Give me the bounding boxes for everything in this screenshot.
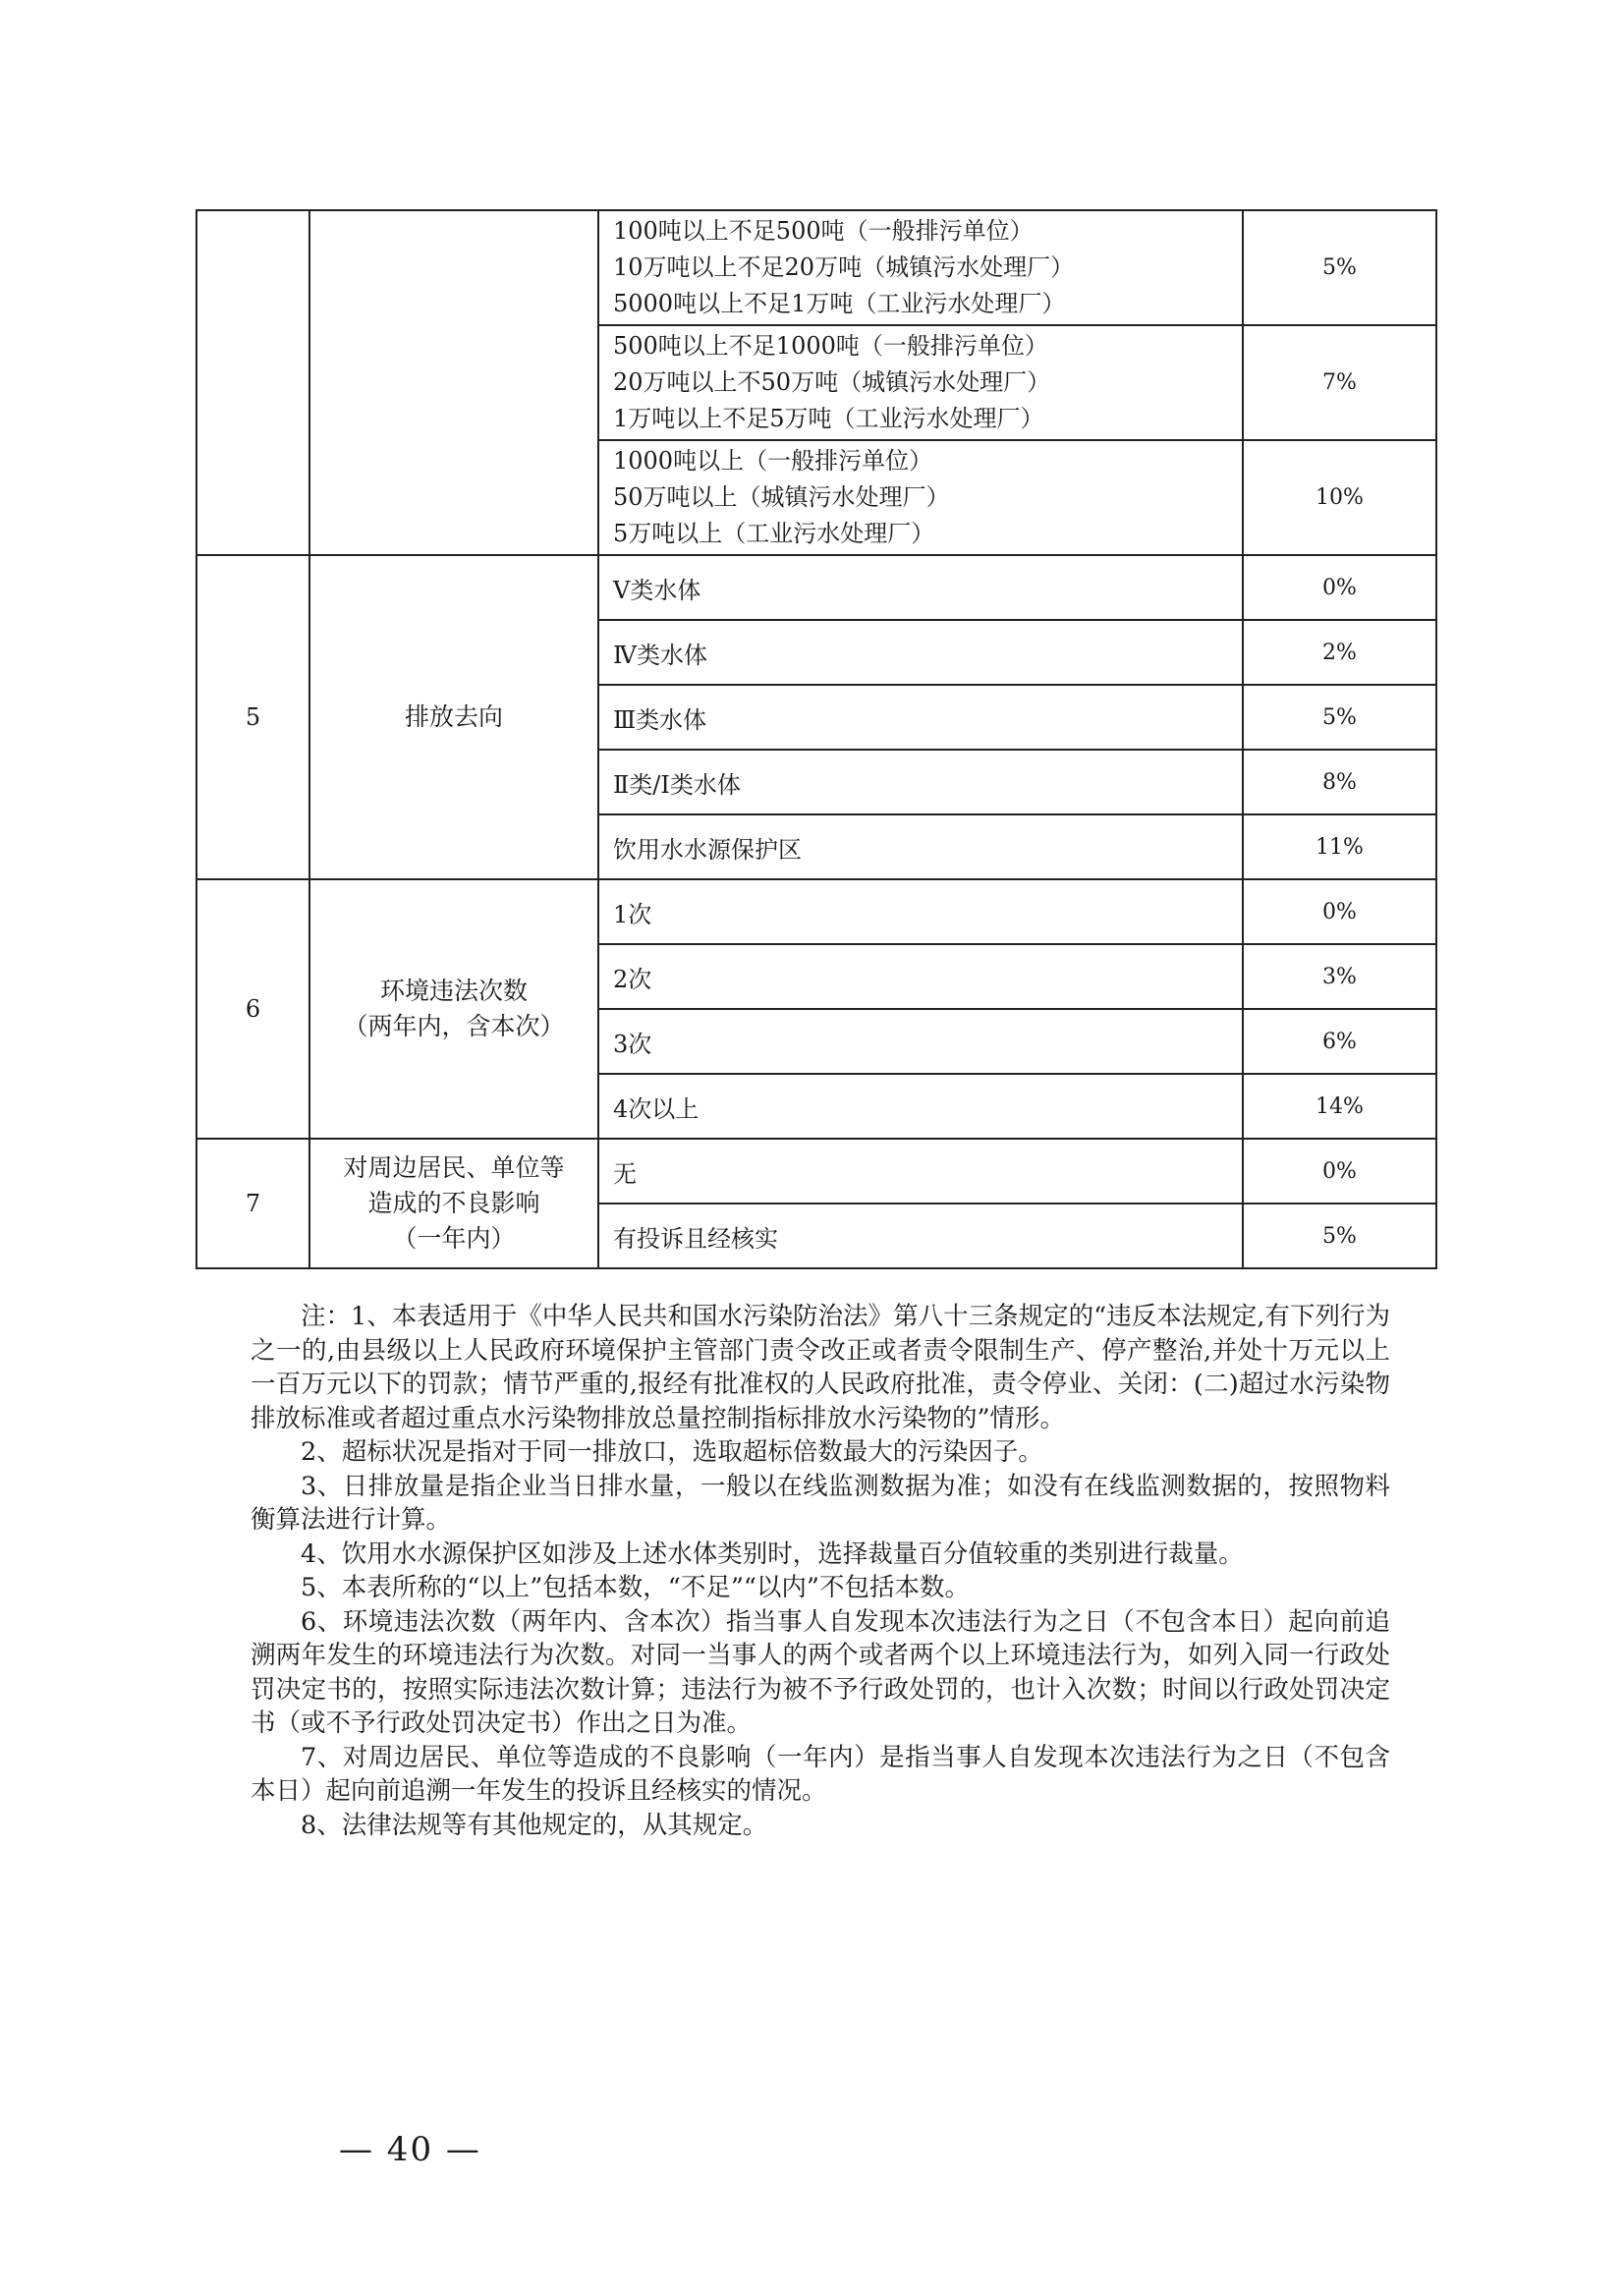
note-3: 3、日排放量是指企业当日排水量，一般以在线监测数据为准；如没有在线监测数据的，按照物料衡算法进行计算。: [251, 1471, 1390, 1535]
row-number-cell: 6: [196, 879, 309, 1139]
percent-cell: 7%: [1243, 325, 1436, 440]
criteria-line: 5000吨以上不足1万吨（工业污水处理厂）: [613, 290, 1066, 317]
percent-cell: 14%: [1243, 1074, 1436, 1139]
percent-cell: 8%: [1243, 750, 1436, 814]
criteria-line: 500吨以上不足1000吨（一般排污单位）: [613, 332, 1048, 360]
table-row: [196, 879, 1436, 944]
note-4: 4、饮用水水源保护区如涉及上述水体类别时，选择裁量百分值较重的类别进行裁量。: [301, 1539, 1244, 1569]
factor-cell: [309, 210, 598, 555]
factor-line: （两年内，含本次）: [343, 1012, 565, 1040]
table-row: [196, 1139, 1436, 1203]
factor-line: 造成的不良影响: [367, 1189, 540, 1217]
note-8: 8、法律法规等有其他规定的，从其规定。: [301, 1810, 768, 1840]
criteria-cell: 1次: [598, 879, 1243, 944]
note-2: 2、超标状况是指对于同一排放口，选取超标倍数最大的污染因子。: [301, 1437, 1043, 1467]
criteria-cell: 饮用水水源保护区: [598, 814, 1243, 879]
row-number-cell: 7: [196, 1139, 309, 1268]
percent-cell: 10%: [1243, 440, 1436, 555]
criteria-line: 1万吨以上不足5万吨（工业污水处理厂）: [613, 405, 1044, 432]
criteria-cell: [598, 325, 1243, 440]
criteria-line: 10万吨以上不足20万吨（城镇污水处理厂）: [613, 253, 1075, 281]
criteria-line: 5万吨以上（工业污水处理厂）: [613, 520, 935, 547]
criteria-cell: [598, 440, 1243, 555]
percent-cell: 2%: [1243, 620, 1436, 685]
percent-cell: 0%: [1243, 879, 1436, 944]
criteria-cell: [598, 210, 1243, 325]
table-row: [196, 210, 1436, 325]
criteria-cell: 3次: [598, 1009, 1243, 1074]
criteria-cell: Ⅳ类水体: [598, 620, 1243, 685]
factor-cell: [309, 879, 598, 1139]
percent-cell: 0%: [1243, 1139, 1436, 1203]
row-number-cell: 5: [196, 555, 309, 879]
table-row: [196, 555, 1436, 620]
criteria-cell: 有投诉且经核实: [598, 1203, 1243, 1268]
criteria-line: 50万吨以上（城镇污水处理厂）: [613, 483, 950, 511]
note-5: 5、本表所称的“以上”包括本数，“不足”“以内”不包括本数。: [301, 1573, 970, 1602]
criteria-cell: Ⅱ类/Ⅰ类水体: [598, 750, 1243, 814]
criteria-cell: 无: [598, 1139, 1243, 1203]
percent-cell: 0%: [1243, 555, 1436, 620]
percent-cell: 5%: [1243, 685, 1436, 750]
criteria-line: 1000吨以上（一般排污单位）: [613, 447, 933, 475]
page-number: — 40 —: [339, 2130, 481, 2169]
criteria-cell: 4次以上: [598, 1074, 1243, 1139]
percent-cell: 5%: [1243, 210, 1436, 325]
factor-line: （一年内）: [392, 1224, 516, 1253]
criteria-line: 20万吨以上不50万吨（城镇污水处理厂）: [613, 368, 1051, 396]
criteria-cell: Ⅲ类水体: [598, 685, 1243, 750]
row-number-cell: [196, 210, 309, 555]
note-6: 6、环境违法次数（两年内、含本次）指当事人自发现本次违法行为之日（不包含本日）起向前追溯两年发生的环境违法行为次数。对同一当事人的两个或者两个以上环境违法行为，如列入同一行政处罚决定书的，按照实际违法次数计算；违法行为被不予行政处罚的，也计入次数；时间以行政处罚决定书（或不予行政处罚决定书）作出之日为准。: [251, 1606, 1390, 1738]
percent-cell: 3%: [1243, 944, 1436, 1009]
factor-line: 环境违法次数: [379, 977, 528, 1005]
criteria-line: 100吨以上不足500吨（一般排污单位）: [613, 217, 1034, 245]
note-1: 注：1、本表适用于《中华人民共和国水污染防治法》第八十三条规定的“违反本法规定,有下列行为之一的,由县级以上人民政府环境保护主管部门责令改正或者责令限制生产、停产整治,并处十万元以上一百万元以下的罚款；情节严重的,报经有批准权的人民政府批准，责令停业、关闭：(二)超过水污染物排放标准或者超过重点水污染物排放总量控制指标排放水污染物的”情形。: [251, 1302, 1390, 1433]
notes-section: [251, 1300, 1390, 1842]
factor-line: 对周边居民、单位等: [343, 1153, 565, 1182]
percent-cell: 5%: [1243, 1203, 1436, 1268]
percent-cell: 11%: [1243, 814, 1436, 879]
discretion-table: [196, 209, 1437, 1269]
percent-cell: 6%: [1243, 1009, 1436, 1074]
criteria-cell: 2次: [598, 944, 1243, 1009]
factor-cell: 排放去向: [309, 555, 598, 879]
note-7: 7、对周边居民、单位等造成的不良影响（一年内）是指当事人自发现本次违法行为之日（不包含本日）起向前追溯一年发生的投诉且经核实的情况。: [251, 1742, 1390, 1806]
criteria-cell: Ⅴ类水体: [598, 555, 1243, 620]
factor-cell: [309, 1139, 598, 1268]
